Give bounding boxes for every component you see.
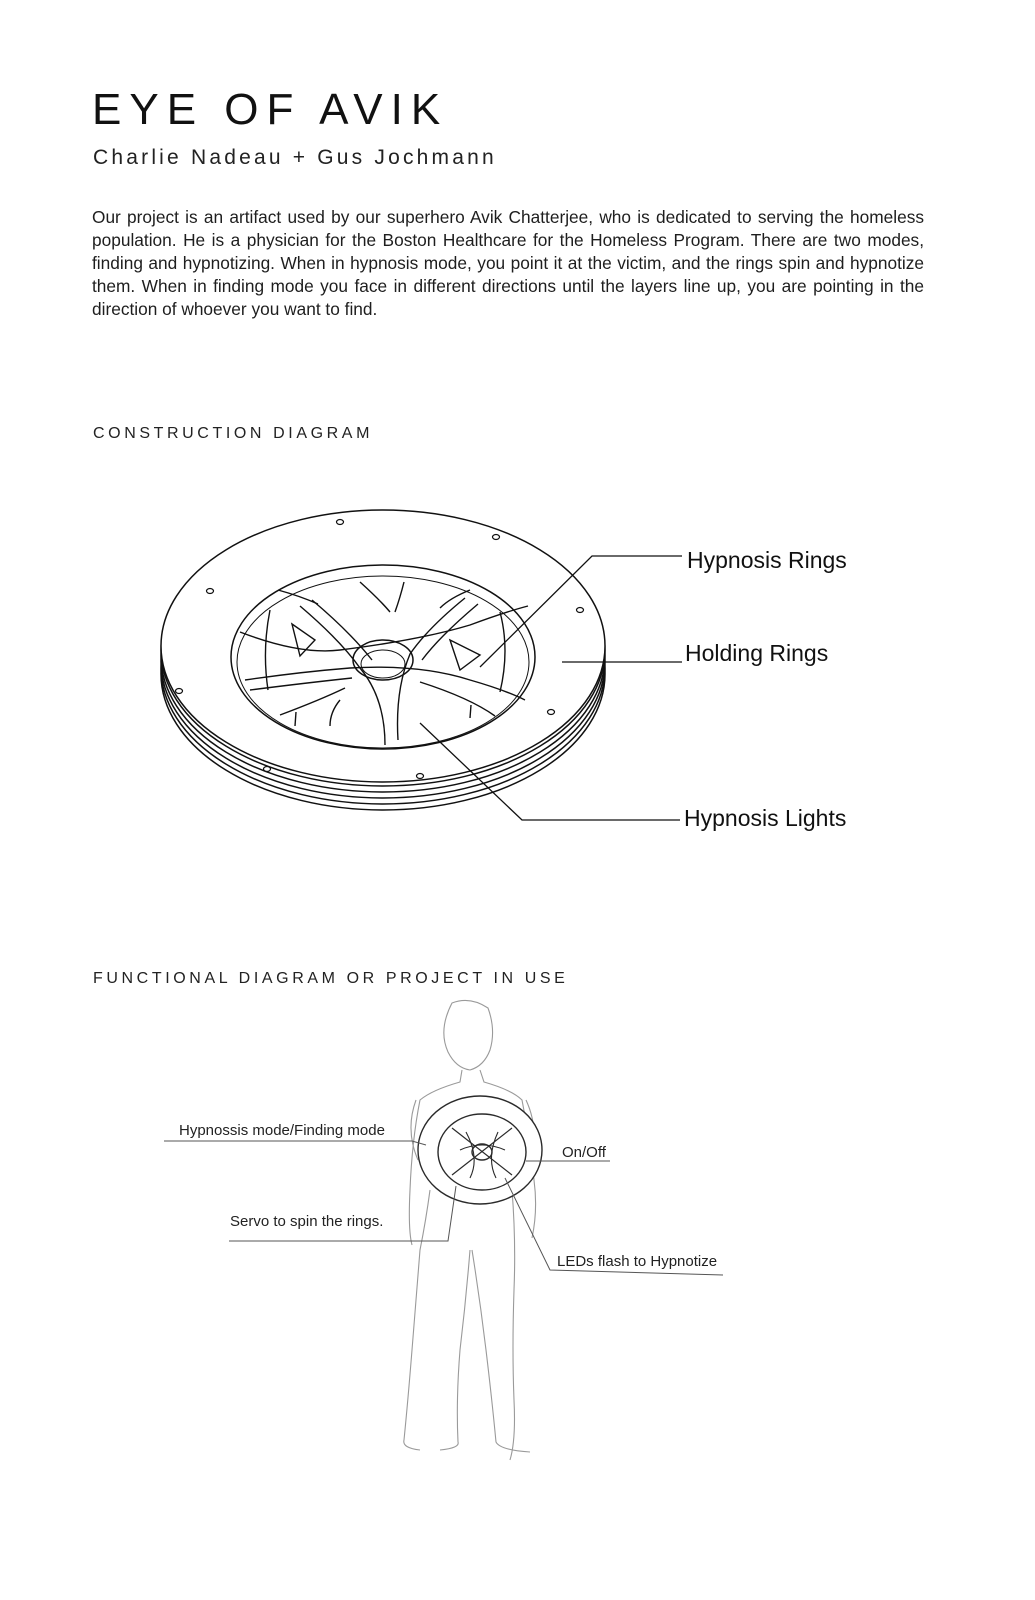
- on-off-label: On/Off: [562, 1144, 606, 1161]
- hypnosis-rings-label: Hypnosis Rings: [687, 547, 847, 573]
- leds-label: LEDs flash to Hypnotize: [557, 1253, 718, 1270]
- construction-diagram: [0, 490, 1035, 850]
- held-device: [418, 1096, 542, 1204]
- mode-label: Hypnossis mode/Finding mode: [179, 1122, 385, 1139]
- artifact-drawing: [161, 510, 605, 810]
- servo-label: Servo to spin the rings.: [230, 1213, 384, 1230]
- mode-leader: [164, 1141, 426, 1145]
- functional-diagram: [0, 995, 1035, 1475]
- hypnosis-lights-label: Hypnosis Lights: [684, 805, 847, 831]
- authors-subtitle: Charlie Nadeau + Gus Jochmann: [93, 146, 497, 169]
- construction-heading: CONSTRUCTION DIAGRAM: [93, 425, 373, 442]
- page-title: EYE OF AVIK: [92, 85, 449, 134]
- intro-paragraph: Our project is an artifact used by our superhero Avik Chatterjee, who is dedicated to serving the homeless population. He is a physician for the Boston Healthcare for the Homeless Program. There are two modes, finding and hypnotizing. When in hypnosis mode, you point it at the victim, and the rings spin and hypnotize them. When in finding mode you face in different directions until the layers line up, you are pointing in the direction of whoever you want to find.: [92, 207, 924, 319]
- person-silhouette: [404, 1000, 536, 1460]
- holding-rings-label: Holding Rings: [685, 640, 829, 666]
- top-ring-face: [161, 510, 605, 782]
- functional-heading: FUNCTIONAL DIAGRAM OR PROJECT IN USE: [93, 970, 569, 987]
